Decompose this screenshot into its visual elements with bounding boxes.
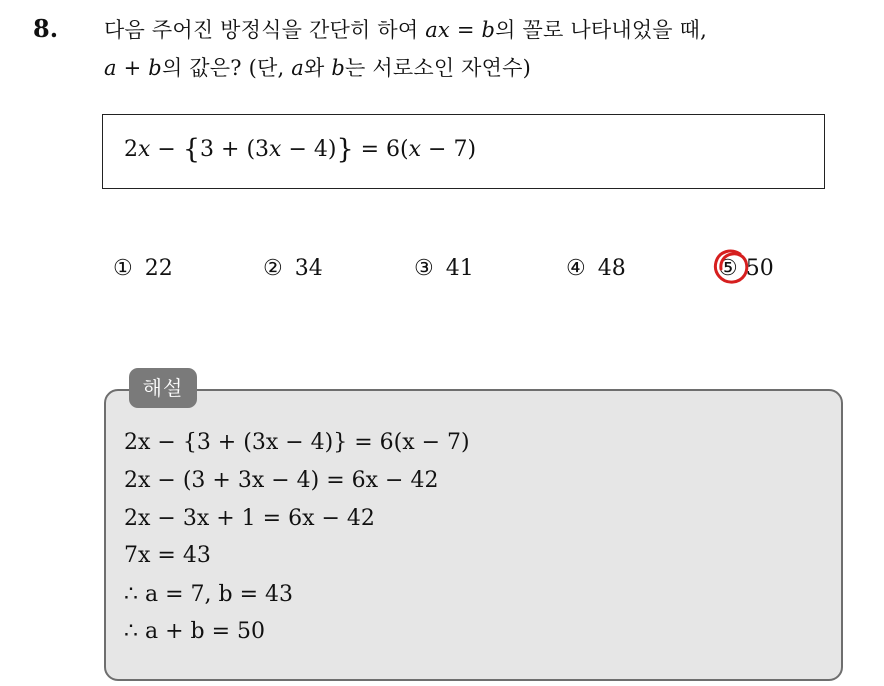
choice-1[interactable] [113,256,173,281]
question-text: 의 값은? (단, [161,56,292,80]
choice-number: ③ [414,256,434,281]
choice-value: 48 [597,256,626,281]
choice-value: 50 [745,256,774,281]
math-var: a [291,56,304,80]
eq-part: 2 [124,137,138,162]
eq-part: 3 + (3 [200,137,270,162]
choice-number: ⑤ [718,256,738,281]
question-number: 8. [33,14,59,43]
choice-2[interactable] [263,256,323,281]
math-var: b [148,56,162,80]
choices [0,256,884,286]
solution-line-1: 2x − {3 + (3x − 4)} = 6(x − 7) [124,430,470,455]
math-var: b [331,56,345,80]
eq-part: = 6( [353,137,409,162]
question-text: = [449,18,482,42]
question-text: 와 [303,56,332,80]
question-text: + [116,56,149,80]
eq-part: − [150,137,183,162]
eq-part: − 4) [281,137,337,162]
eq-var: x [269,137,282,162]
math-var: ax [425,18,450,42]
choice-number: ④ [566,256,586,281]
choice-4[interactable] [566,256,626,281]
eq-var: x [138,137,151,162]
math-var: b [481,18,496,42]
question-line-2 [104,54,531,82]
solution-line-3: 2x − 3x + 1 = 6x − 42 [124,506,375,531]
solution-line-5: ∴ a = 7, b = 43 [124,582,294,607]
choice-3[interactable] [414,256,474,281]
choice-number: ② [263,256,283,281]
question-text: 는 서로소인 자연수) [345,56,532,80]
eq-part: − 7) [421,137,477,162]
question-text: 다음 주어진 방정식을 간단히 하여 [104,18,426,42]
eq-var: x [408,137,422,162]
choice-value: 22 [144,256,173,281]
choice-5[interactable] [718,256,774,281]
solution-line-6: ∴ a + b = 50 [124,619,266,644]
math-var: a [104,56,117,80]
choice-number: ① [113,256,133,281]
question-line-1 [104,16,707,44]
eq-brace: } [336,134,354,165]
equation [124,134,477,165]
solution-line-2: 2x − (3 + 3x − 4) = 6x − 42 [124,468,439,493]
equation-box [102,114,825,189]
choice-value: 34 [294,256,323,281]
choice-value: 41 [445,256,474,281]
eq-brace: { [182,134,201,165]
solution-line-4: 7x = 43 [124,543,211,568]
question-text: 의 꼴로 나타내었을 때, [495,18,708,42]
solution-tag: 해설 [129,368,197,408]
